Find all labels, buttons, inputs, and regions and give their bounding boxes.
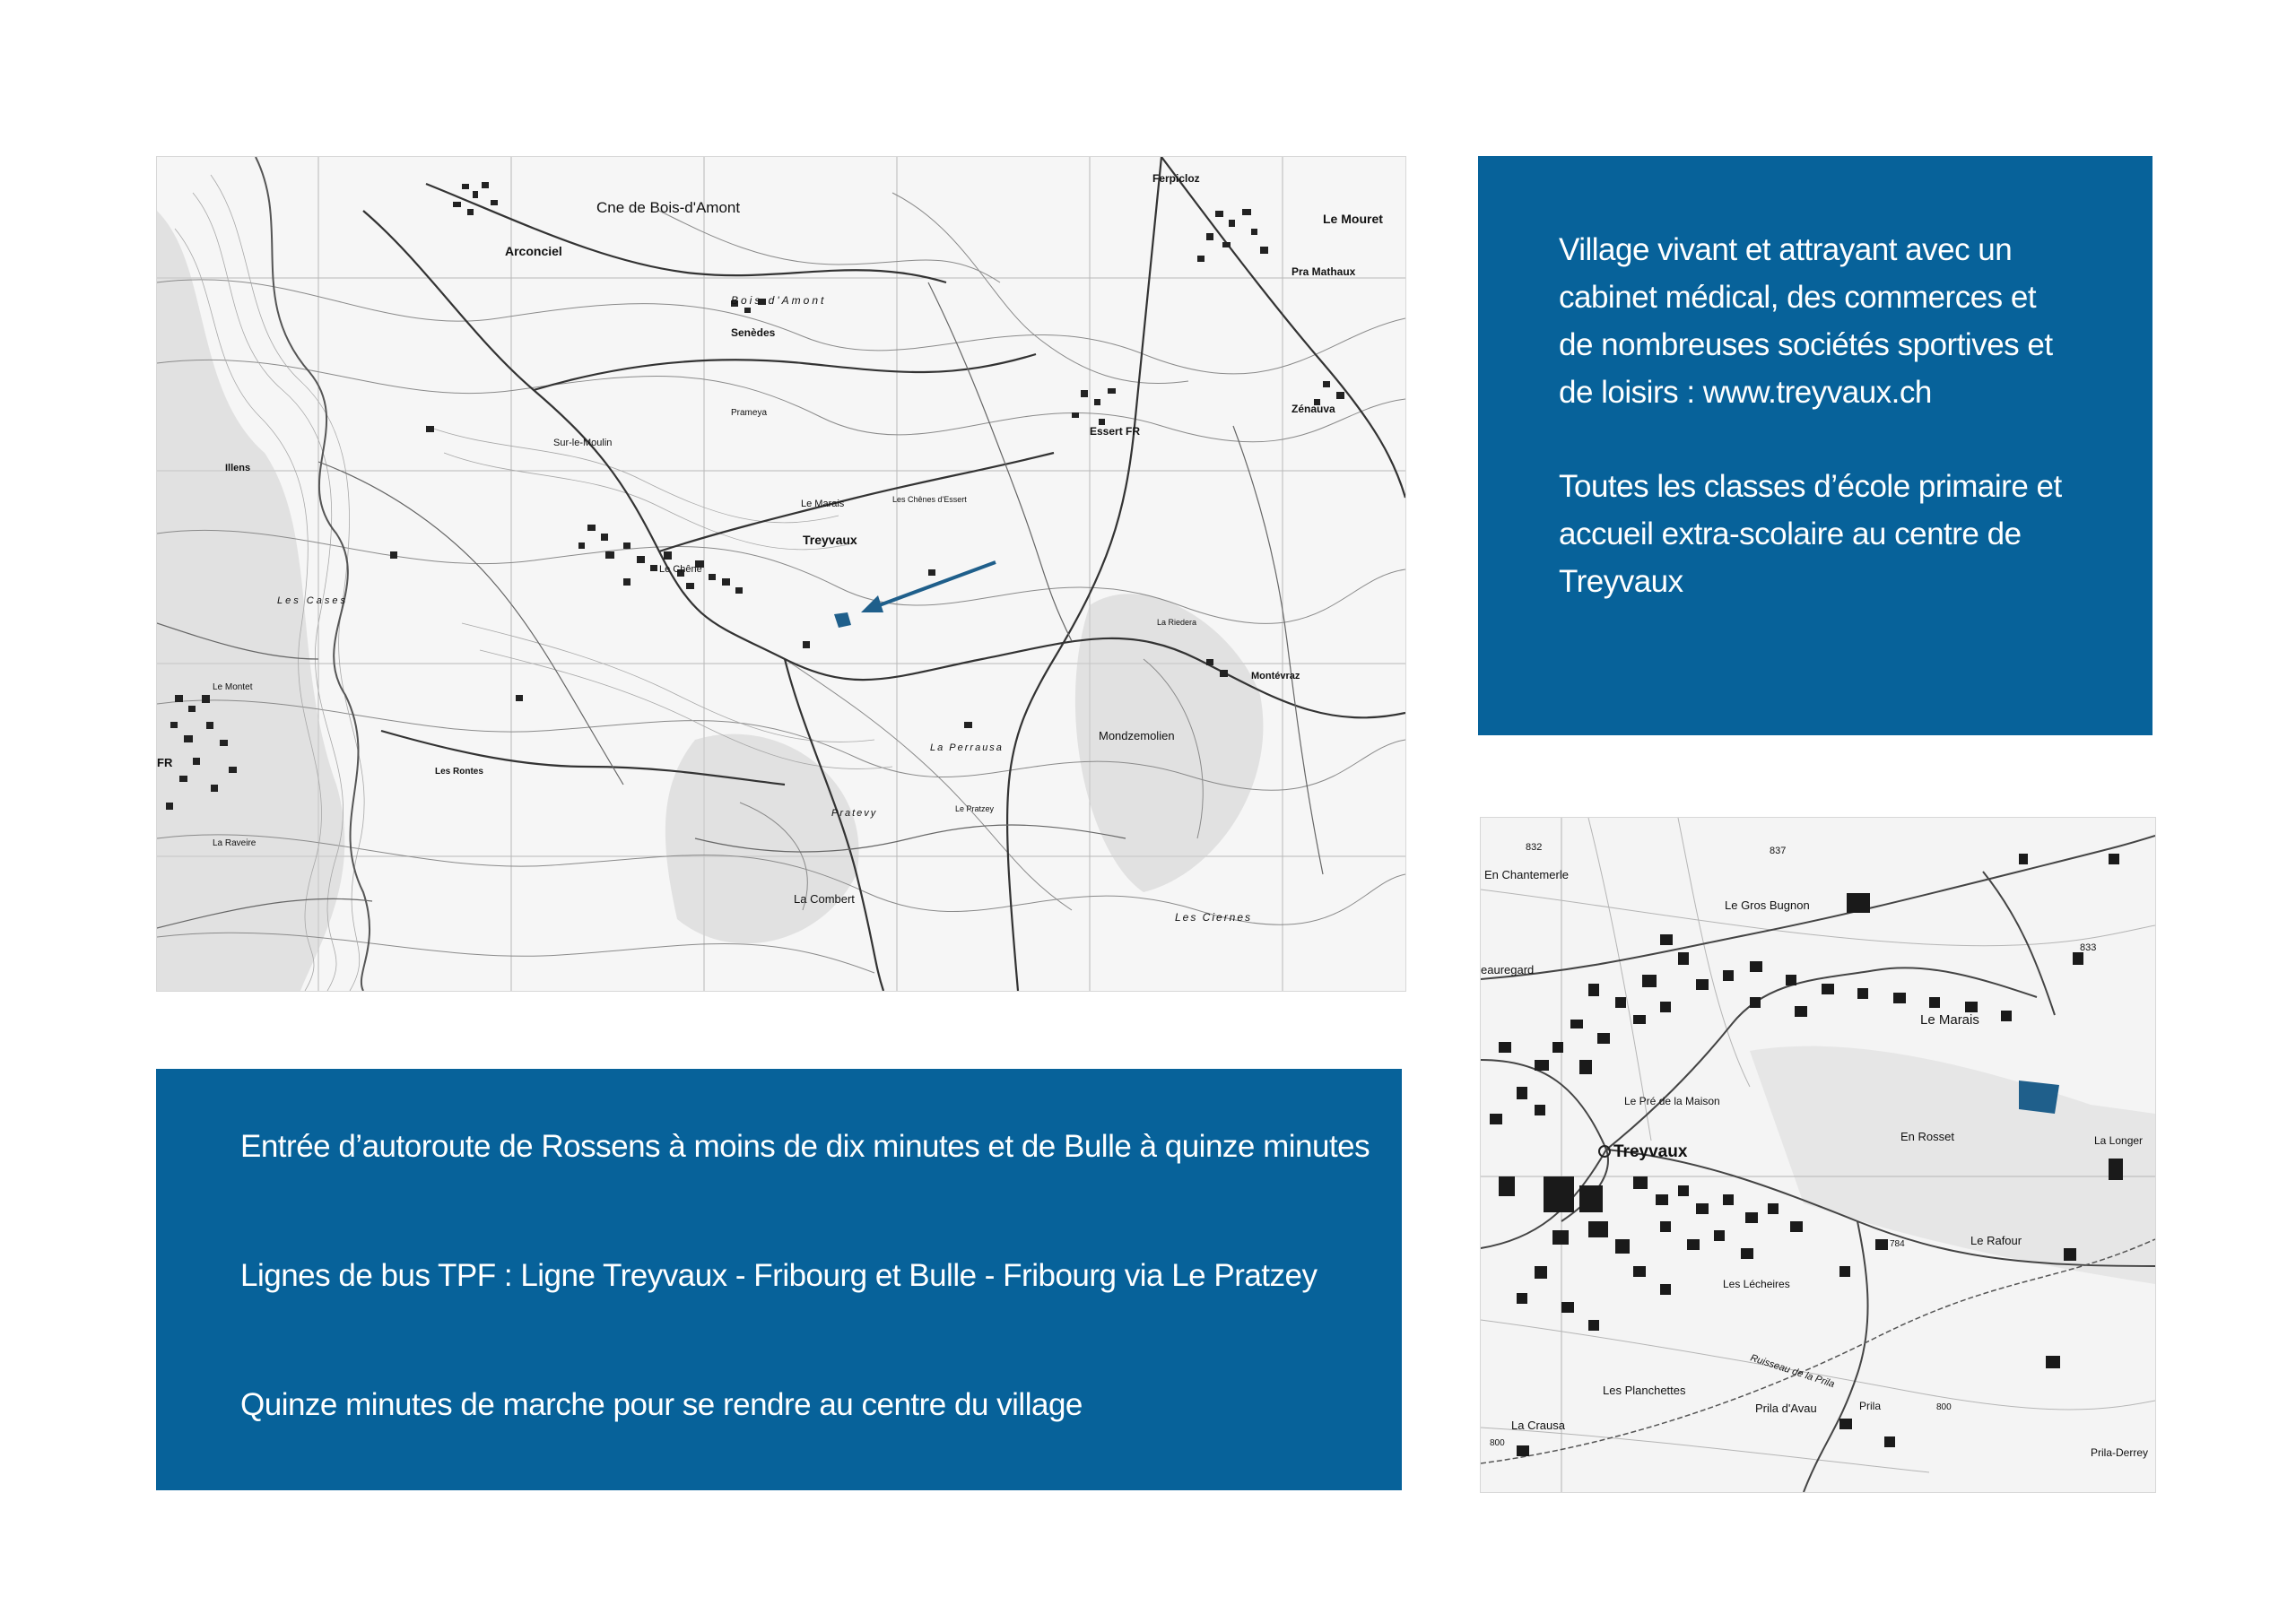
map-label-en-chantemerle: En Chantemerle <box>1484 868 1569 881</box>
map-label-la-perrausa: La Perrausa <box>930 742 1004 753</box>
map-label-les-chenes: Les Chênes d'Essert <box>892 495 967 504</box>
map-label-832: 832 <box>1526 842 1543 853</box>
village-description: Village vivant et attrayant avec un cabinet médical, des commerces et de nombreuses sociétés sportives et de loisirs : www.treyvaux.ch <box>1559 232 2053 410</box>
map-label-le-chene: Le Chêne <box>659 564 702 575</box>
map-label-zenauva: Zénauva <box>1292 403 1335 415</box>
map-label-le-pre: Le Pré de la Maison <box>1624 1095 1720 1107</box>
map-label-sur-le-moulin: Sur-le-Moulin <box>553 438 613 448</box>
map-label-les-cases: Les Cases <box>277 595 348 606</box>
info-panel-access <box>156 1069 1402 1490</box>
info-panel-village <box>1478 156 2152 735</box>
map-label-fr: FR <box>157 756 173 769</box>
bus-lines-text: Lignes de bus TPF : Ligne Treyvaux - Fribourg et Bulle - Fribourg via Le Pratzey <box>240 1258 1318 1293</box>
map-label-prila-derrey: Prila-Derrey <box>2091 1446 2149 1459</box>
map-label-cne: Cne de Bois-d'Amont <box>596 199 741 216</box>
map-label-arconciel: Arconciel <box>505 244 562 258</box>
map-label-pra-mathaux: Pra Mathaux <box>1292 265 1356 278</box>
map-label-les-ciernes: Les Ciernes <box>1175 911 1253 924</box>
map-label-mondzemolien: Mondzemolien <box>1099 729 1175 742</box>
map-label-prameya: Prameya <box>731 408 768 418</box>
map-label-prila-davau: Prila d'Avau <box>1755 1402 1817 1415</box>
map-label-senedes: Senèdes <box>731 326 776 339</box>
map-label-837: 837 <box>1770 846 1787 856</box>
map-label-illens: Illens <box>225 463 251 473</box>
map-label-les-planchettes: Les Planchettes <box>1603 1384 1686 1397</box>
map-label-bois-damont: Bois d'Amont <box>731 294 827 307</box>
map-label-la-raveire: La Raveire <box>213 838 257 848</box>
map-label-le-mouret: Le Mouret <box>1323 212 1383 226</box>
school-description: Toutes les classes d’école primaire et accueil extra-scolaire au centre de Treyvaux <box>1559 469 2062 599</box>
map-label-pratevy: Pratevy <box>831 808 878 819</box>
map-label-le-pratzey: Le Pratzey <box>955 804 995 813</box>
parcel-highlight-detail <box>2019 1081 2059 1114</box>
map-label-prila: Prila <box>1859 1400 1882 1412</box>
map-label-les-lecheires: Les Lécheires <box>1723 1278 1790 1290</box>
map-label-beauregard: eauregard <box>1481 963 1535 976</box>
map-label-ruisseau: Ruisseau de la Prila <box>1749 1352 1836 1391</box>
map-label-833: 833 <box>2080 942 2097 953</box>
map-label-le-gros-bugnon: Le Gros Bugnon <box>1725 898 1810 912</box>
map-label-le-marais-detail: Le Marais <box>1920 1012 1979 1028</box>
village-detail-map <box>1480 817 2156 1493</box>
map-label-ferpicloz: Ferpicloz <box>1152 172 1200 185</box>
map-label-les-rontes: Les Rontes <box>435 767 483 777</box>
map-label-essert: Essert FR <box>1090 425 1141 438</box>
map-label-le-montet: Le Montet <box>213 682 253 692</box>
map-label-la-crausa: La Crausa <box>1511 1419 1565 1432</box>
map-label-treyvaux-detail: Treyvaux <box>1613 1142 1688 1161</box>
map-label-en-rosset: En Rosset <box>1900 1130 1954 1143</box>
map-label-le-rafour: Le Rafour <box>1970 1234 2022 1247</box>
map-label-le-marais: Le Marais <box>801 499 845 509</box>
map-label-la-riedera: La Riedera <box>1157 618 1197 627</box>
topographic-map-region <box>156 156 1406 992</box>
map-label-montevraz: Montévraz <box>1251 671 1300 681</box>
map-label-treyvaux: Treyvaux <box>803 533 857 547</box>
map-label-800b: 800 <box>1490 1438 1505 1448</box>
map-label-800a: 800 <box>1936 1402 1952 1412</box>
highway-access-text: Entrée d’autoroute de Rossens à moins de dix minutes et de Bulle à quinze minutes <box>240 1129 1370 1164</box>
map-label-la-longer: La Longer <box>2094 1134 2144 1147</box>
map-label-784: 784 <box>1890 1239 1905 1249</box>
walking-distance-text: Quinze minutes de marche pour se rendre au centre du village <box>240 1387 1083 1422</box>
map-label-la-combert: La Combert <box>794 892 855 906</box>
